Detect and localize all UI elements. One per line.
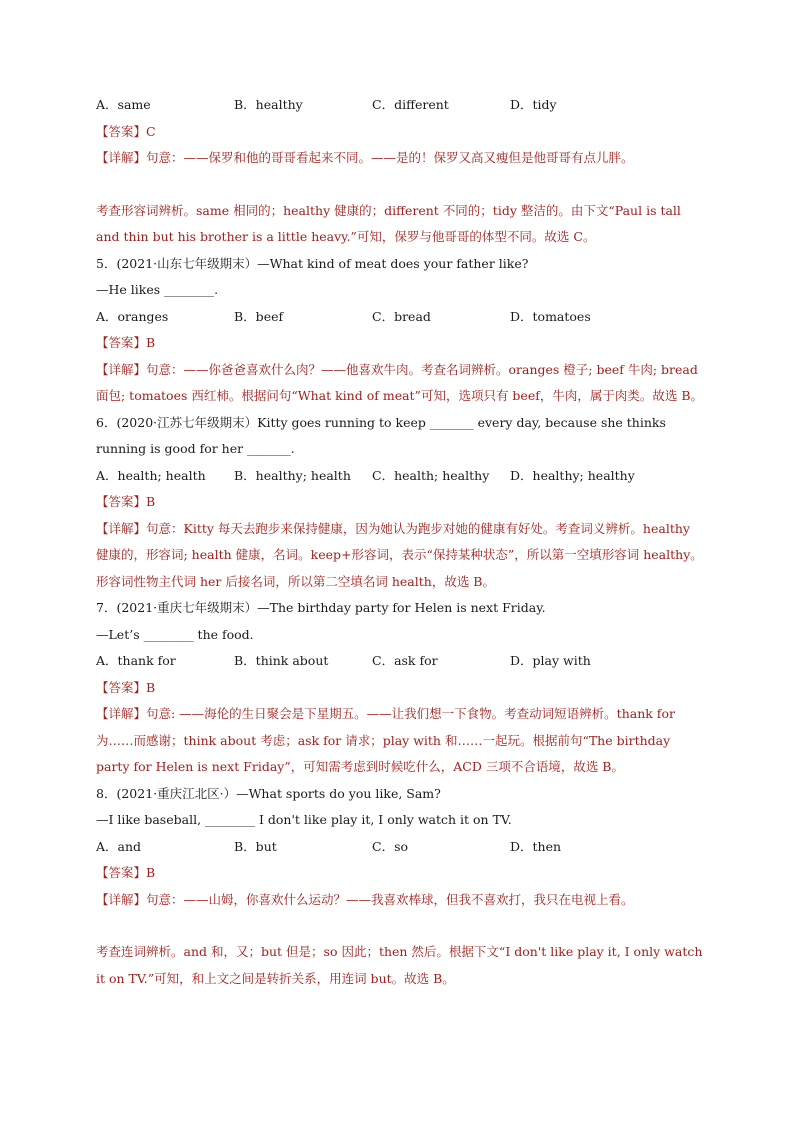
q6-stem: 6．(2020·江苏七年级期末）Kitty goes running to keep _______ every day, because she thinks running is good for her _______.: [96, 414, 666, 456]
q5-stem-reply: —He likes ________.: [96, 282, 219, 297]
q5-options: [96, 304, 706, 331]
q6-answer: 【答案】B: [96, 494, 156, 509]
q7-option-a: A．thank for: [96, 653, 176, 668]
q8-stem: 8．(2021·重庆江北区·）—What sports do you like, Sam?: [96, 785, 441, 801]
q6-option-b: B．healthy; health: [234, 467, 351, 483]
q7-options: [96, 648, 706, 675]
q8-analysis: 考查连词辨析。and 和，又；but 但是；so 因此；then 然后。根据下文“I don't like play it, I only watch it on TV.”可知，和上文之间是转折关系，用连词 but。故选 B。: [96, 944, 703, 986]
q4-option-a: A．same: [96, 97, 151, 112]
q7-answer: 【答案】B: [96, 679, 156, 695]
q4-analysis: 考查形容词辨析。same 相同的；healthy 健康的；different 不同的；tidy 整洁的。由下文“Paul is tall and thin but his brother is a little heavy.”可知，保罗与他哥哥的体型不同。故选 C。: [96, 202, 681, 244]
document-page: [96, 92, 706, 992]
q7-option-b: B．think about: [234, 653, 329, 668]
q6-option-d: D．healthy; healthy: [510, 467, 635, 483]
q4-option-d: D．tidy: [510, 97, 557, 112]
q8-answer: 【答案】B: [96, 865, 156, 880]
q8-option-a: A．and: [96, 838, 142, 854]
q6-option-c: C．health; healthy: [372, 467, 490, 483]
q6-options: [96, 463, 706, 490]
q7-detail: 【详解】句意: ——海伦的生日聚会是下星期五。——让我们想一下食物。考查动词短语辨析。thank for 为……而感谢；think about 考虑；ask for 请求；play with 和……一起玩。根据前句“The birthday party for Helen is next Friday”，可知需考虑到时候吃什么，ACD 三项不合语境，故选 B。: [96, 706, 675, 774]
q4-option-c: C．different: [372, 97, 449, 112]
q7-option-c: C．ask for: [372, 653, 438, 668]
q8-options: [96, 834, 706, 861]
q5-stem: 5．(2021·山东七年级期末）—What kind of meat does your father like?: [96, 255, 529, 271]
q6-detail: 【详解】句意：Kitty 每天去跑步来保持健康，因为她认为跑步对她的健康有好处。考查词义辨析。healthy 健康的，形容词; health 健康，名词。keep+形容词，表示“保持某种状态”，所以第一空填形容词 healthy。形容词性物主代词 her 后接名词，所以第二空填名词 health，故选 B。: [96, 520, 703, 589]
q5-option-a: A．oranges: [96, 308, 169, 324]
q4-detail: 【详解】句意：——保罗和他的哥哥看起来不同。——是的！保罗又高又瘦但是他哥哥有点儿胖。: [96, 150, 634, 165]
q8-detail: 【详解】句意：——山姆，你喜欢什么运动？——我喜欢棒球，但我不喜欢打，我只在电视上看。: [96, 891, 634, 907]
q8-option-c: C．so: [372, 838, 409, 854]
q7-option-d: D．play with: [510, 653, 591, 668]
q8-option-b: B．but: [234, 838, 277, 854]
q5-option-b: B．beef: [234, 308, 284, 324]
q5-detail: 【详解】句意：——你爸爸喜欢什么肉？——他喜欢牛肉。考查名词辨析。oranges 橙子; beef 牛肉; bread 面包; tomatoes 西红柿。根据问句“What kind of meat”可知，选项只有 beef，牛肉，属于肉类。故选 B。: [96, 361, 704, 403]
q5-answer: 【答案】B: [96, 335, 156, 350]
q5-option-d: D．tomatoes: [510, 308, 591, 324]
q4-options: [96, 92, 706, 119]
q7-stem-reply: —Let’s ________ the food.: [96, 626, 254, 642]
q7-stem: 7．(2021·重庆七年级期末）—The birthday party for Helen is next Friday.: [96, 600, 546, 615]
q8-stem-reply: —I like baseball, ________ I don't like play it, I only watch it on TV.: [96, 812, 512, 827]
q4-answer: 【答案】C: [96, 123, 156, 139]
q5-option-c: C．bread: [372, 308, 431, 324]
q8-option-d: D．then: [510, 838, 562, 854]
q6-option-a: A．health; health: [96, 467, 206, 483]
q4-option-b: B．healthy: [234, 97, 303, 112]
